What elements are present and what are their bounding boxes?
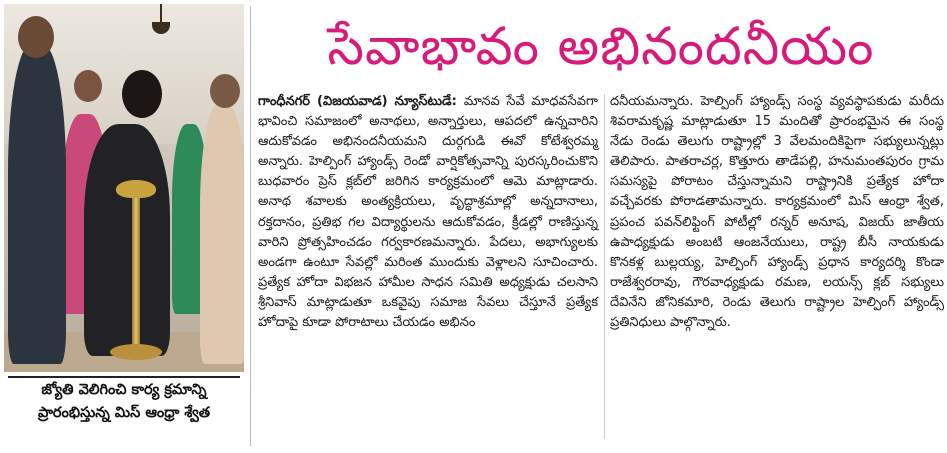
photo-person <box>8 44 66 364</box>
photo-person <box>84 124 170 356</box>
oil-lamp-top-icon <box>116 180 156 198</box>
article-column-2 <box>610 92 944 333</box>
photo-person-head <box>18 16 54 58</box>
article-headline: సేవాభావం అభినందనీయం <box>327 17 875 77</box>
caption-line-1: జ్యోతి వెలిగించి కార్య క్రమాన్ని <box>41 382 207 398</box>
column-divider <box>604 94 605 439</box>
caption-divider <box>8 376 240 378</box>
caption-line-2: ప్రారంభిస్తున్న మిస్ ఆంధ్రా శ్వేత <box>37 405 211 421</box>
photo-person <box>200 104 244 364</box>
photo-divider <box>250 6 251 446</box>
photo-caption <box>4 376 244 446</box>
article-body-1: మానవ సేవే మాధవసేవగా భావించి సమాజంలో అనాథలు, అన్నార్తులు, ఆపదలో ఉన్నవారిని ఆదుకోవడం అభినందనీయమని దుర్గగుడి ఈవో కోటేశ్వరమ్మ అన్నారు. హెల్పింగ్ హ్యాండ్స్ రెండో వార్షికోత్సవాన్ని పురస్కరించుకొని బుధవారం ప్రెస్ క్లబ్‌లో జరిగిన కార్యక్రమంలో ఆమె మాట్లాడారు. అనాథ శవాలకు అంత్యక్రియలు, వృద్ధాశ్రమాల్లో అన్నదానాలు, రక్తదానం, ప్రతిభ గల విద్యార్థులను ఆదుకోవడం, క్రీడల్లో రాణిస్తున్న వారిని ప్రోత్సహించడం గర్వకారణమన్నారు. పేదలు, అభాగ్యులకు అండగా ఉంటూ సేవల్లో మరింత ముందుకు వెళ్లాలని సూచించారు. ప్రత్యేక హోదా విభజన హామీల సాధన సమితి అధ్యక్షుడు చలసాని శ్రీనివాస్ మాట్లాడుతూ ఒకవైపు సమాజ సేవలు చేస్తూనే ప్రత్యేక హోదాపై కూడా పోరాటాలు చేయడం అభినం <box>258 94 598 331</box>
article-dateline: గాంధీనగర్ (విజయవాడ) న్యూస్‌టుడే: <box>258 94 464 109</box>
article-column-1 <box>258 92 598 333</box>
event-photo <box>4 4 244 372</box>
photo-person-head <box>74 70 102 102</box>
oil-lamp-stand-icon <box>132 194 140 354</box>
photo-person-head <box>122 70 162 118</box>
article-body-2: దనీయమన్నారు. హెల్పింగ్ హ్యాండ్స్ సంస్థ వ్యవస్థాపకుడు మరీదు శివరామకృష్ణ మాట్లాడుతూ 15 మందితో ప్రారంభమైన ఈ సంస్థ నేడు రెండు తెలుగు రాష్ట్రాల్లో 3 వేలమందికిపైగా సభ్యులున్నట్లు తెలిపారు. పాతరాచర్ల, కొత్తూరు తాడేపల్లి, హనుమంతపురం గ్రామ సమస్యపై పోరాటం చేస్తున్నామని రాష్ట్రానికి ప్రత్యేక హోదా వచ్చేవరకు పోరాడతామన్నారు. కార్యక్రమంలో మిస్ ఆంధ్రా శ్వేత, ప్రపంచ పవన్‌లిఫ్టింగ్ పోటీల్లో రన్నర్ అనూష, విజయ్ జాతీయ ఉపాధ్యక్షుడు అంబటి ఆంజనేయులు, రాష్ట్ర బీసీ నాయకుడు కొనకళ్ల బుల్లయ్య, హెల్పింగ్ హ్యాండ్స్ ప్రధాన కార్యదర్శి కొండా రాజేశ్వరరావు, గౌరవాధ్యక్షుడు రమణ, లయన్స్ క్లబ్ సభ్యులు దేవినేని జోనికమారి, రెండు తెలుగు రాష్ట్రాల హెల్పింగ్ హ్యాండ్స్ ప్రతినిధులు పాల్గొన్నారు. <box>610 94 944 331</box>
ceiling-lamp-cord <box>160 4 162 22</box>
oil-lamp-base-icon <box>110 344 162 360</box>
photo-person-head <box>210 74 240 108</box>
